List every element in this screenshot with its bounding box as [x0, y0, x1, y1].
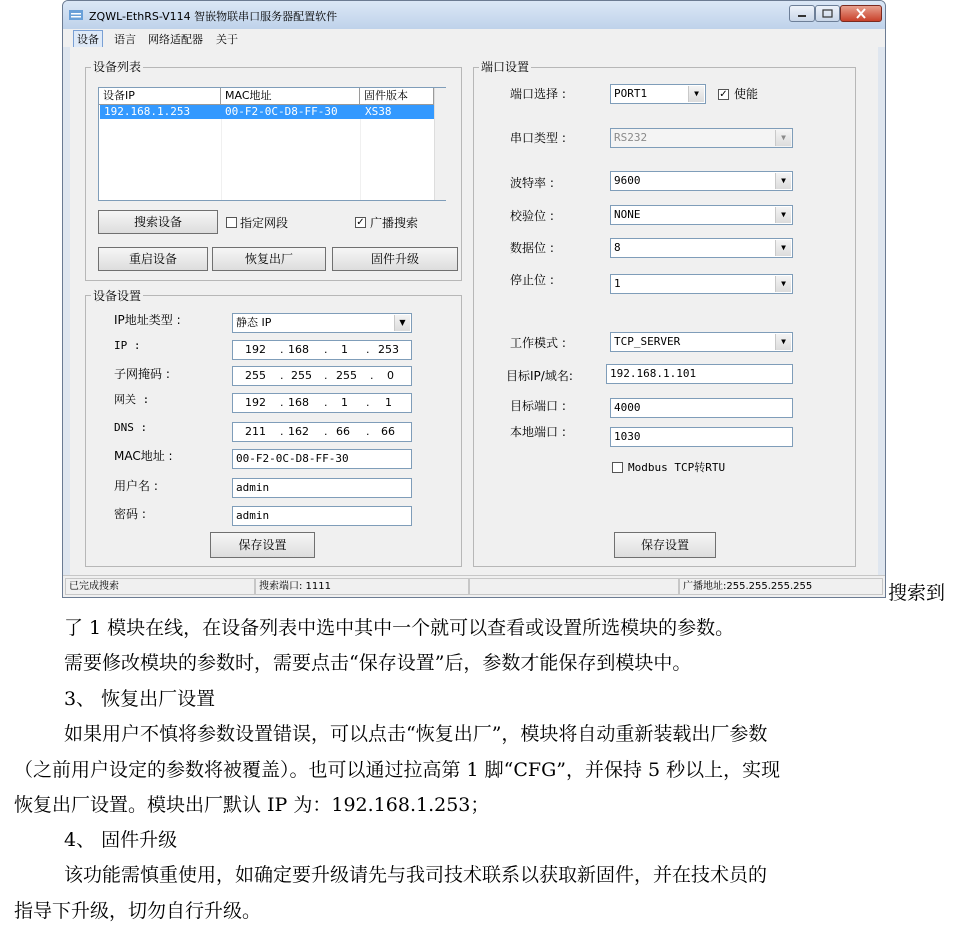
- specify-segment-checkbox[interactable]: [226, 217, 237, 228]
- dot-separator: .: [280, 396, 284, 409]
- doc-heading-4: 4、 固件升级: [64, 829, 178, 851]
- device-settings-group-label: 设备设置: [93, 289, 142, 303]
- search-port-status: 搜索端口: 1111: [255, 578, 469, 595]
- port-select-label: 端口选择 :: [510, 87, 566, 101]
- baud-rate-label: 波特率 :: [510, 176, 554, 190]
- column-header-ip[interactable]: 设备IP: [99, 88, 221, 105]
- gateway-octet-2: 168: [288, 396, 309, 409]
- search-device-button[interactable]: 搜索设备: [98, 210, 218, 234]
- ip-octet-1: 192: [245, 343, 266, 356]
- cell-version: XS38: [365, 105, 392, 118]
- mask-octet-2: 255: [291, 369, 312, 382]
- doc-para3-line2: （之前用户设定的参数将被覆盖）。也可以通过拉高第 1 脚“CFG”，并保持 5 秒以上，实现: [14, 759, 781, 781]
- target-port-field[interactable]: 4000: [610, 398, 793, 418]
- mac-field[interactable]: 00-F2-0C-D8-FF-30: [232, 449, 412, 469]
- chevron-down-icon: ▼: [775, 130, 791, 146]
- ip-octet-3: 1: [341, 343, 348, 356]
- status-empty-panel: [469, 578, 679, 595]
- work-mode-label: 工作模式 :: [510, 336, 566, 350]
- stop-bits-value: 1: [614, 277, 621, 290]
- work-mode-select[interactable]: [610, 332, 793, 352]
- dot-separator: .: [324, 343, 328, 356]
- dot-separator: .: [366, 343, 370, 356]
- status-bar: [63, 575, 885, 598]
- dns-label: DNS :: [114, 421, 148, 434]
- ip-label: IP :: [114, 339, 141, 352]
- column-header-mac[interactable]: MAC地址: [221, 88, 360, 105]
- mask-octet-4: 0: [387, 369, 394, 382]
- subnet-mask-field[interactable]: [232, 366, 412, 386]
- ip-type-value: 静态 IP: [236, 316, 272, 329]
- ip-type-label: IP地址类型 :: [114, 313, 181, 327]
- work-mode-value: TCP_SERVER: [614, 335, 681, 348]
- username-label: 用户名 :: [114, 479, 158, 493]
- target-ip-field[interactable]: 192.168.1.101: [606, 364, 793, 384]
- port-settings-group-label: 端口设置: [481, 60, 530, 74]
- menu-network-adapter[interactable]: 网络适配器: [148, 33, 203, 46]
- dns-octet-3: 66: [336, 425, 350, 438]
- dns-octet-1: 211: [245, 425, 266, 438]
- local-port-field[interactable]: 1030: [610, 427, 793, 447]
- menu-about[interactable]: 关于: [216, 33, 238, 46]
- chevron-down-icon: ▼: [775, 334, 791, 350]
- subnet-mask-label: 子网掩码 :: [114, 367, 170, 381]
- dns-field[interactable]: [232, 422, 412, 442]
- port-select-value: PORT1: [614, 87, 648, 100]
- title-bar[interactable]: [63, 1, 885, 29]
- serial-type-value: RS232: [614, 131, 648, 144]
- gateway-octet-1: 192: [245, 396, 266, 409]
- password-field[interactable]: admin: [232, 506, 412, 526]
- maximize-icon: [816, 6, 839, 21]
- ip-address-field[interactable]: [232, 340, 412, 360]
- broadcast-search-label: 广播搜索: [370, 216, 419, 230]
- data-bits-select[interactable]: [610, 238, 793, 258]
- doc-para4-line1: 该功能需慎重使用，如确定要升级请先与我司技术联系以获取新固件，并在技术员的: [64, 864, 768, 886]
- minimize-button[interactable]: [789, 5, 815, 22]
- factory-reset-button[interactable]: 恢复出厂: [212, 247, 326, 271]
- chevron-down-icon: ▼: [775, 207, 791, 223]
- chevron-down-icon: ▼: [775, 240, 791, 256]
- mask-octet-3: 255: [336, 369, 357, 382]
- target-port-label: 目标端口 :: [510, 399, 566, 413]
- gateway-label: 网关 :: [114, 393, 150, 406]
- modbus-checkbox[interactable]: [612, 462, 623, 473]
- doc-heading-3: 3、 恢复出厂设置: [64, 688, 216, 710]
- mac-label: MAC地址 :: [114, 449, 173, 463]
- enable-checkbox[interactable]: ✓: [719, 89, 728, 100]
- client-area: [70, 47, 878, 575]
- doc-line2: 了 1 模块在线，在设备列表中选中其中一个就可以查看或设置所选模块的参数。: [64, 617, 735, 639]
- chevron-down-icon: ▼: [775, 276, 791, 292]
- broadcast-address-status: 广播地址:255.255.255.255: [679, 578, 883, 595]
- maximize-button[interactable]: [815, 5, 840, 22]
- parity-value: NONE: [614, 208, 641, 221]
- status-text: 已完成搜索: [65, 578, 255, 595]
- parity-label: 校验位 :: [510, 209, 554, 223]
- parity-select[interactable]: [610, 205, 793, 225]
- local-port-label: 本地端口 :: [510, 425, 566, 439]
- gateway-octet-4: 1: [385, 396, 392, 409]
- doc-line1-tail: 搜索到: [888, 582, 946, 604]
- dns-octet-2: 162: [288, 425, 309, 438]
- doc-line3: 需要修改模块的参数时，需要点击“保存设置”后，参数才能保存到模块中。: [64, 652, 692, 674]
- close-icon: [841, 6, 881, 21]
- dot-separator: .: [370, 369, 374, 382]
- data-bits-label: 数据位 :: [510, 241, 554, 255]
- doc-para3-line3: 恢复出厂设置。模块出厂默认 IP 为：192.168.1.253；: [14, 794, 490, 816]
- gateway-octet-3: 1: [341, 396, 348, 409]
- dot-separator: .: [280, 369, 284, 382]
- dot-separator: .: [366, 425, 370, 438]
- username-field[interactable]: admin: [232, 478, 412, 498]
- ip-octet-4: 253: [378, 343, 399, 356]
- baud-rate-value: 9600: [614, 174, 641, 187]
- port-select[interactable]: [610, 84, 706, 104]
- serial-type-select[interactable]: [610, 128, 793, 148]
- app-icon: [69, 10, 83, 20]
- broadcast-search-checkbox[interactable]: ✓: [356, 217, 365, 228]
- dot-separator: .: [324, 369, 328, 382]
- config-window: [62, 0, 886, 598]
- save-port-settings-button[interactable]: 保存设置: [614, 532, 716, 558]
- minimize-icon: [790, 6, 814, 21]
- chevron-down-icon: ▼: [775, 173, 791, 189]
- chevron-down-icon: ▼: [394, 315, 410, 331]
- close-button[interactable]: [840, 5, 882, 22]
- dot-separator: .: [324, 425, 328, 438]
- gateway-field[interactable]: [232, 393, 412, 413]
- column-divider: [360, 119, 361, 200]
- cell-mac: 00-F2-0C-D8-FF-30: [225, 105, 338, 118]
- window-title: ZQWL-EthRS-V114 智嵌物联串口服务器配置软件: [89, 10, 338, 23]
- chevron-down-icon: ▼: [688, 86, 704, 102]
- cell-ip: 192.168.1.253: [104, 105, 191, 118]
- specify-segment-label: 指定网段: [240, 216, 289, 230]
- modbus-label: Modbus TCP转RTU: [628, 461, 726, 474]
- column-divider: [221, 119, 222, 200]
- firmware-upgrade-button[interactable]: 固件升级: [332, 247, 458, 271]
- list-scroll-area: [434, 88, 446, 200]
- ip-octet-2: 168: [288, 343, 309, 356]
- menu-language[interactable]: 语言: [114, 33, 136, 46]
- enable-label: 使能: [734, 87, 759, 101]
- menu-bar: [63, 29, 885, 47]
- stop-bits-label: 停止位 :: [510, 273, 554, 287]
- serial-type-label: 串口类型 :: [510, 131, 566, 145]
- ip-type-select[interactable]: [232, 313, 412, 333]
- menu-device[interactable]: 设备: [73, 30, 103, 48]
- device-list-group-label: 设备列表: [93, 60, 142, 74]
- stop-bits-select[interactable]: [610, 274, 793, 294]
- baud-rate-select[interactable]: [610, 171, 793, 191]
- mask-octet-1: 255: [245, 369, 266, 382]
- device-list[interactable]: [98, 87, 446, 201]
- dot-separator: .: [280, 343, 284, 356]
- password-label: 密码 :: [114, 507, 146, 521]
- dot-separator: .: [280, 425, 284, 438]
- data-bits-value: 8: [614, 241, 621, 254]
- save-device-settings-button[interactable]: 保存设置: [210, 532, 315, 558]
- dns-octet-4: 66: [381, 425, 395, 438]
- doc-para4-line2: 指导下升级，切勿自行升级。: [14, 900, 262, 922]
- restart-device-button[interactable]: 重启设备: [98, 247, 208, 271]
- target-ip-label: 目标IP/域名:: [506, 369, 573, 383]
- dot-separator: .: [366, 396, 370, 409]
- dot-separator: .: [324, 396, 328, 409]
- doc-para3-line1: 如果用户不慎将参数设置错误，可以点击“恢复出厂”，模块将自动重新装载出厂参数: [64, 723, 768, 745]
- column-header-version[interactable]: 固件版本: [360, 88, 434, 105]
